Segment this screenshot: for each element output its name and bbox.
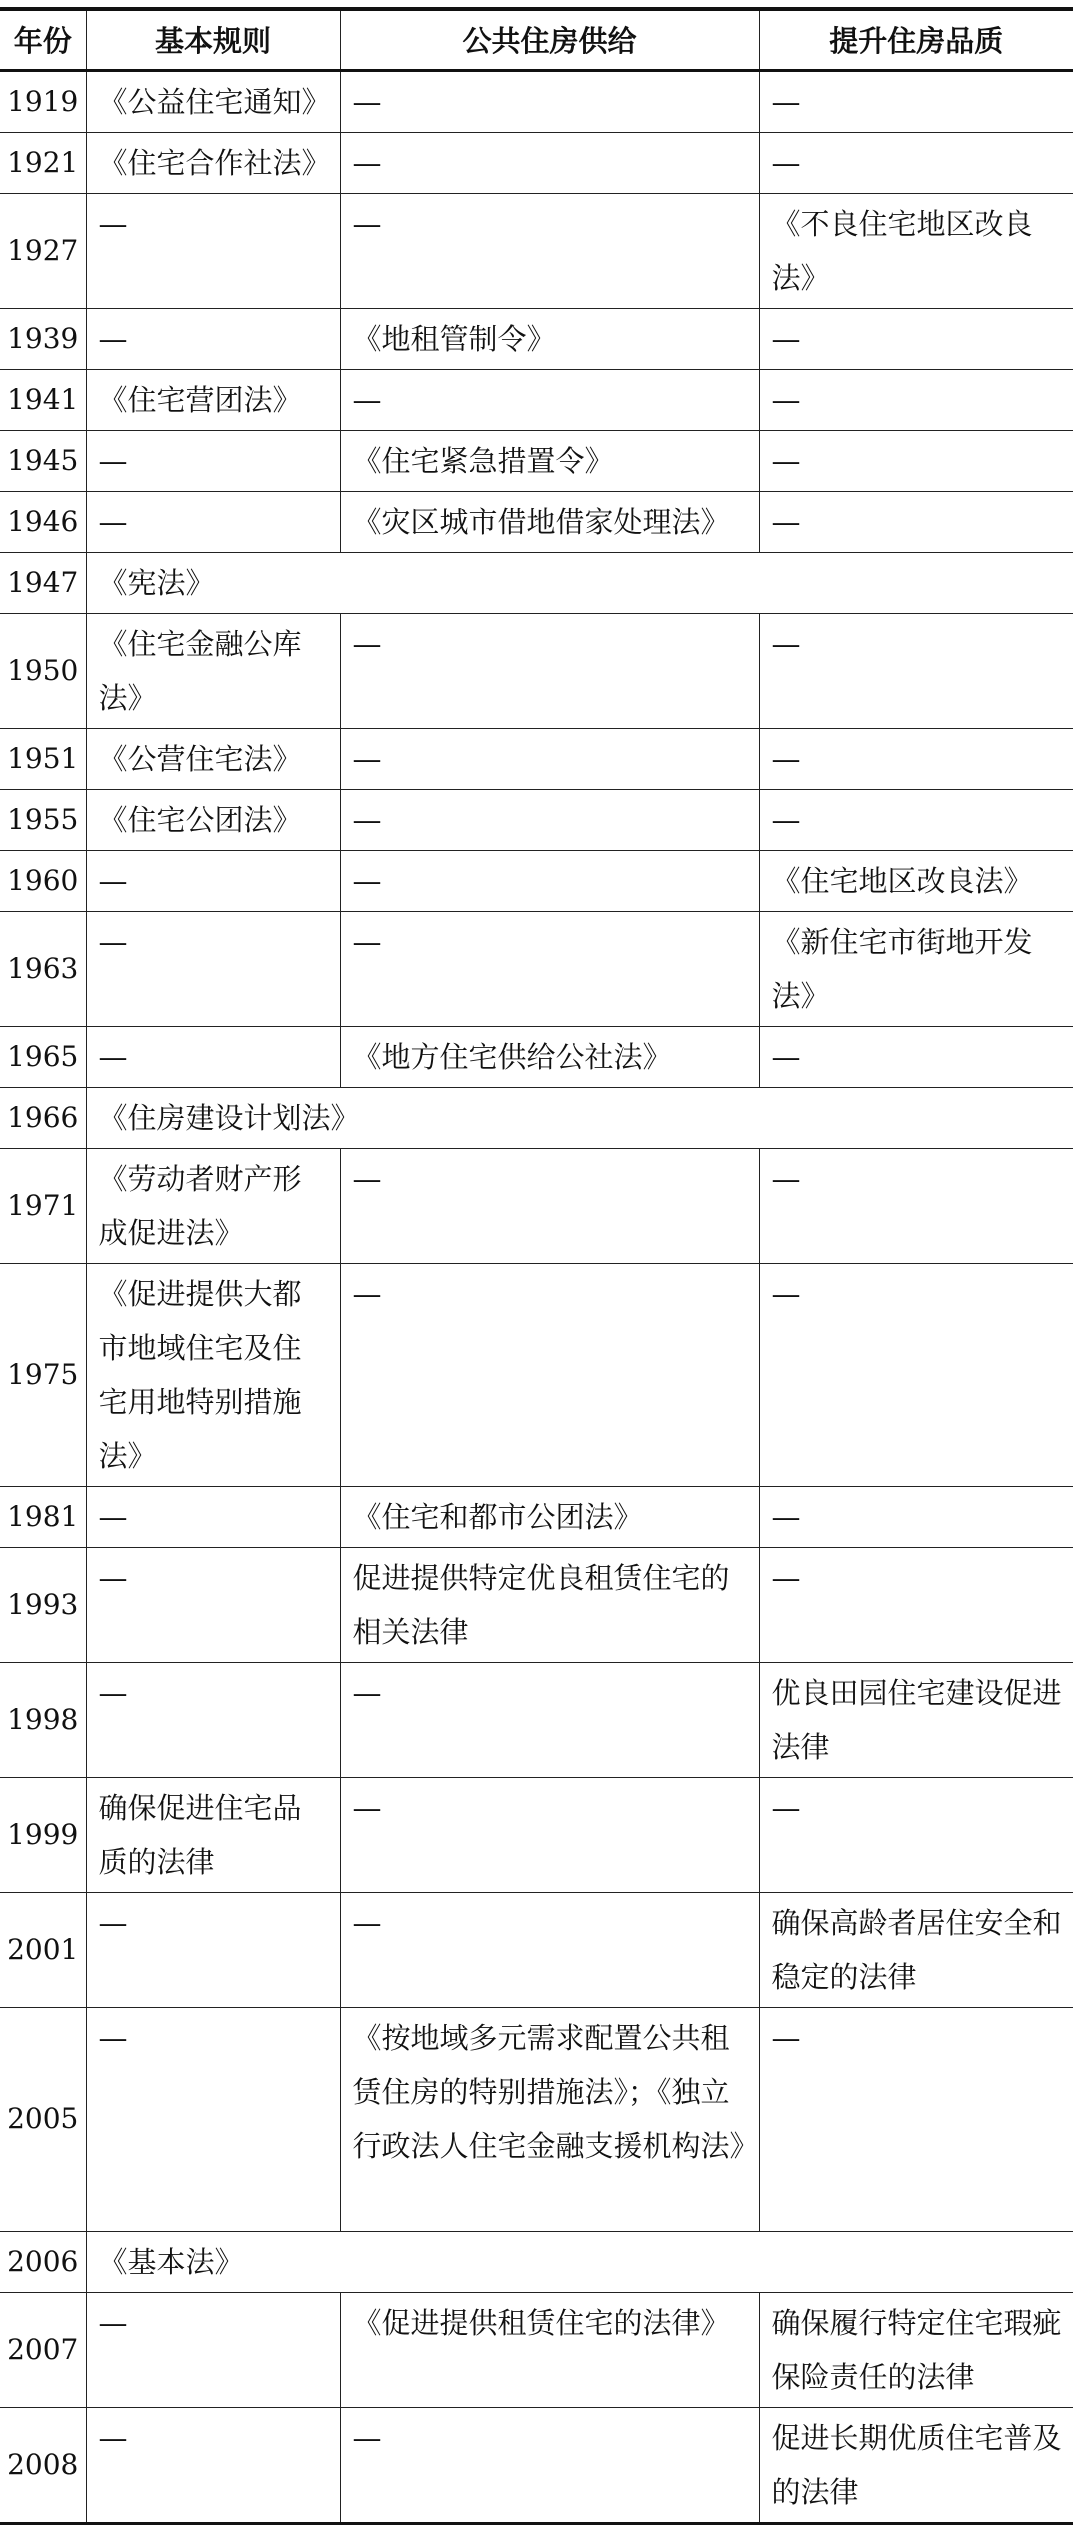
header-row — [0, 9, 1073, 70]
cell-public-supply: 《地租管制令》 — [340, 308, 759, 369]
cell-year: 1921 — [0, 132, 86, 193]
cell-quality: 确保高龄者居住安全和稳定的法律 — [759, 1892, 1073, 2007]
cell-public-supply: — — [340, 193, 759, 308]
table-row — [0, 1777, 1073, 1892]
cell-public-supply: — — [340, 613, 759, 728]
cell-year: 2001 — [0, 1892, 86, 2007]
table-row — [0, 552, 1073, 613]
table-row — [0, 430, 1073, 491]
cell-quality: — — [759, 613, 1073, 728]
cell-basic-rules: — — [86, 2407, 340, 2523]
cell-year: 1927 — [0, 193, 86, 308]
table-row — [0, 2231, 1073, 2292]
cell-basic-rules: 《住宅营团法》 — [86, 369, 340, 430]
cell-basic-rules: — — [86, 850, 340, 911]
cell-public-supply: 《住宅和都市公团法》 — [340, 1486, 759, 1547]
cell-year: 1971 — [0, 1148, 86, 1263]
cell-year: 2005 — [0, 2007, 86, 2231]
cell-basic-law-span: 《住房建设计划法》 — [86, 1087, 1073, 1148]
cell-year: 1981 — [0, 1486, 86, 1547]
cell-basic-rules: 《公营住宅法》 — [86, 728, 340, 789]
cell-basic-rules: — — [86, 308, 340, 369]
cell-year: 1998 — [0, 1662, 86, 1777]
cell-basic-rules: 《住宅金融公库法》 — [86, 613, 340, 728]
header-quality: 提升住房品质 — [759, 9, 1073, 70]
housing-law-table — [0, 7, 1073, 2525]
table-row — [0, 1026, 1073, 1087]
cell-quality: — — [759, 1547, 1073, 1662]
table-row — [0, 850, 1073, 911]
header-year: 年份 — [0, 9, 86, 70]
cell-year: 2006 — [0, 2231, 86, 2292]
cell-basic-rules: 《住宅合作社法》 — [86, 132, 340, 193]
table-row — [0, 70, 1073, 132]
cell-basic-rules: — — [86, 1662, 340, 1777]
cell-basic-rules: — — [86, 911, 340, 1026]
table-row — [0, 911, 1073, 1026]
cell-quality: 《住宅地区改良法》 — [759, 850, 1073, 911]
table-row — [0, 1547, 1073, 1662]
cell-quality: 《不良住宅地区改良法》 — [759, 193, 1073, 308]
cell-quality: 优良田园住宅建设促进法律 — [759, 1662, 1073, 1777]
cell-quality: — — [759, 132, 1073, 193]
cell-year: 1947 — [0, 552, 86, 613]
cell-public-supply: — — [340, 728, 759, 789]
cell-basic-rules: 《住宅公团法》 — [86, 789, 340, 850]
table-row — [0, 1087, 1073, 1148]
table-row — [0, 491, 1073, 552]
cell-public-supply: — — [340, 369, 759, 430]
cell-basic-rules: — — [86, 1026, 340, 1087]
cell-year: 2007 — [0, 2292, 86, 2407]
cell-public-supply: — — [340, 1777, 759, 1892]
table-row — [0, 1486, 1073, 1547]
cell-public-supply: — — [340, 2407, 759, 2523]
cell-public-supply: — — [340, 789, 759, 850]
cell-public-supply: — — [340, 132, 759, 193]
cell-basic-rules: 《公益住宅通知》 — [86, 70, 340, 132]
cell-year: 1963 — [0, 911, 86, 1026]
cell-quality: — — [759, 491, 1073, 552]
table-body — [0, 70, 1073, 2523]
cell-year: 1965 — [0, 1026, 86, 1087]
cell-public-supply: 《促进提供租赁住宅的法律》 — [340, 2292, 759, 2407]
cell-quality: — — [759, 369, 1073, 430]
cell-public-supply: — — [340, 1662, 759, 1777]
header-public-supply: 公共住房供给 — [340, 9, 759, 70]
cell-basic-rules: — — [86, 2292, 340, 2407]
cell-basic-rules: — — [86, 1892, 340, 2007]
header-basic-rules: 基本规则 — [86, 9, 340, 70]
cell-basic-rules: — — [86, 430, 340, 491]
cell-basic-law-span: 《宪法》 — [86, 552, 1073, 613]
cell-year: 1950 — [0, 613, 86, 728]
cell-quality: — — [759, 1026, 1073, 1087]
cell-year: 1941 — [0, 369, 86, 430]
table-header — [0, 9, 1073, 70]
cell-basic-rules: — — [86, 1486, 340, 1547]
cell-basic-rules: 确保促进住宅品质的法律 — [86, 1777, 340, 1892]
table-row — [0, 308, 1073, 369]
cell-public-supply: — — [340, 1892, 759, 2007]
cell-quality: 《新住宅市街地开发法》 — [759, 911, 1073, 1026]
cell-basic-rules: — — [86, 1547, 340, 1662]
cell-basic-rules: — — [86, 2007, 340, 2231]
table-row — [0, 2292, 1073, 2407]
cell-quality: — — [759, 1148, 1073, 1263]
table-row — [0, 2007, 1073, 2231]
cell-year: 1946 — [0, 491, 86, 552]
cell-year: 1955 — [0, 789, 86, 850]
cell-basic-law-span: 《基本法》 — [86, 2231, 1073, 2292]
table-row — [0, 613, 1073, 728]
cell-year: 1993 — [0, 1547, 86, 1662]
cell-year: 2008 — [0, 2407, 86, 2523]
cell-quality: 确保履行特定住宅瑕疵保险责任的法律 — [759, 2292, 1073, 2407]
cell-quality: — — [759, 1263, 1073, 1486]
cell-public-supply: 《灾区城市借地借家处理法》 — [340, 491, 759, 552]
table-row — [0, 1263, 1073, 1486]
table-row — [0, 789, 1073, 850]
cell-public-supply: — — [340, 70, 759, 132]
cell-basic-rules: 《促进提供大都市地域住宅及住宅用地特别措施法》 — [86, 1263, 340, 1486]
cell-year: 1966 — [0, 1087, 86, 1148]
cell-quality: 促进长期优质住宅普及的法律 — [759, 2407, 1073, 2523]
table-row — [0, 728, 1073, 789]
table-row — [0, 193, 1073, 308]
cell-quality: — — [759, 2007, 1073, 2231]
table-row — [0, 1148, 1073, 1263]
cell-basic-rules: — — [86, 193, 340, 308]
cell-year: 1939 — [0, 308, 86, 369]
cell-public-supply: — — [340, 911, 759, 1026]
table-row — [0, 1662, 1073, 1777]
cell-year: 1960 — [0, 850, 86, 911]
table-row — [0, 2407, 1073, 2523]
cell-quality: — — [759, 430, 1073, 491]
cell-year: 1975 — [0, 1263, 86, 1486]
cell-quality: — — [759, 308, 1073, 369]
cell-quality: — — [759, 1486, 1073, 1547]
cell-public-supply: — — [340, 1263, 759, 1486]
cell-year: 1951 — [0, 728, 86, 789]
cell-quality: — — [759, 1777, 1073, 1892]
cell-public-supply: 促进提供特定优良租赁住宅的相关法律 — [340, 1547, 759, 1662]
table-row — [0, 132, 1073, 193]
cell-public-supply: — — [340, 850, 759, 911]
cell-basic-rules: 《劳动者财产形成促进法》 — [86, 1148, 340, 1263]
cell-quality: — — [759, 70, 1073, 132]
cell-public-supply: 《按地域多元需求配置公共租赁住房的特别措施法》；《独立行政法人住宅金融支援机构法》 — [340, 2007, 759, 2231]
cell-year: 1919 — [0, 70, 86, 132]
cell-year: 1945 — [0, 430, 86, 491]
cell-quality: — — [759, 789, 1073, 850]
cell-public-supply: 《地方住宅供给公社法》 — [340, 1026, 759, 1087]
table-row — [0, 1892, 1073, 2007]
cell-public-supply: 《住宅紧急措置令》 — [340, 430, 759, 491]
cell-quality: — — [759, 728, 1073, 789]
cell-basic-rules: — — [86, 491, 340, 552]
cell-public-supply: — — [340, 1148, 759, 1263]
cell-year: 1999 — [0, 1777, 86, 1892]
table-row — [0, 369, 1073, 430]
